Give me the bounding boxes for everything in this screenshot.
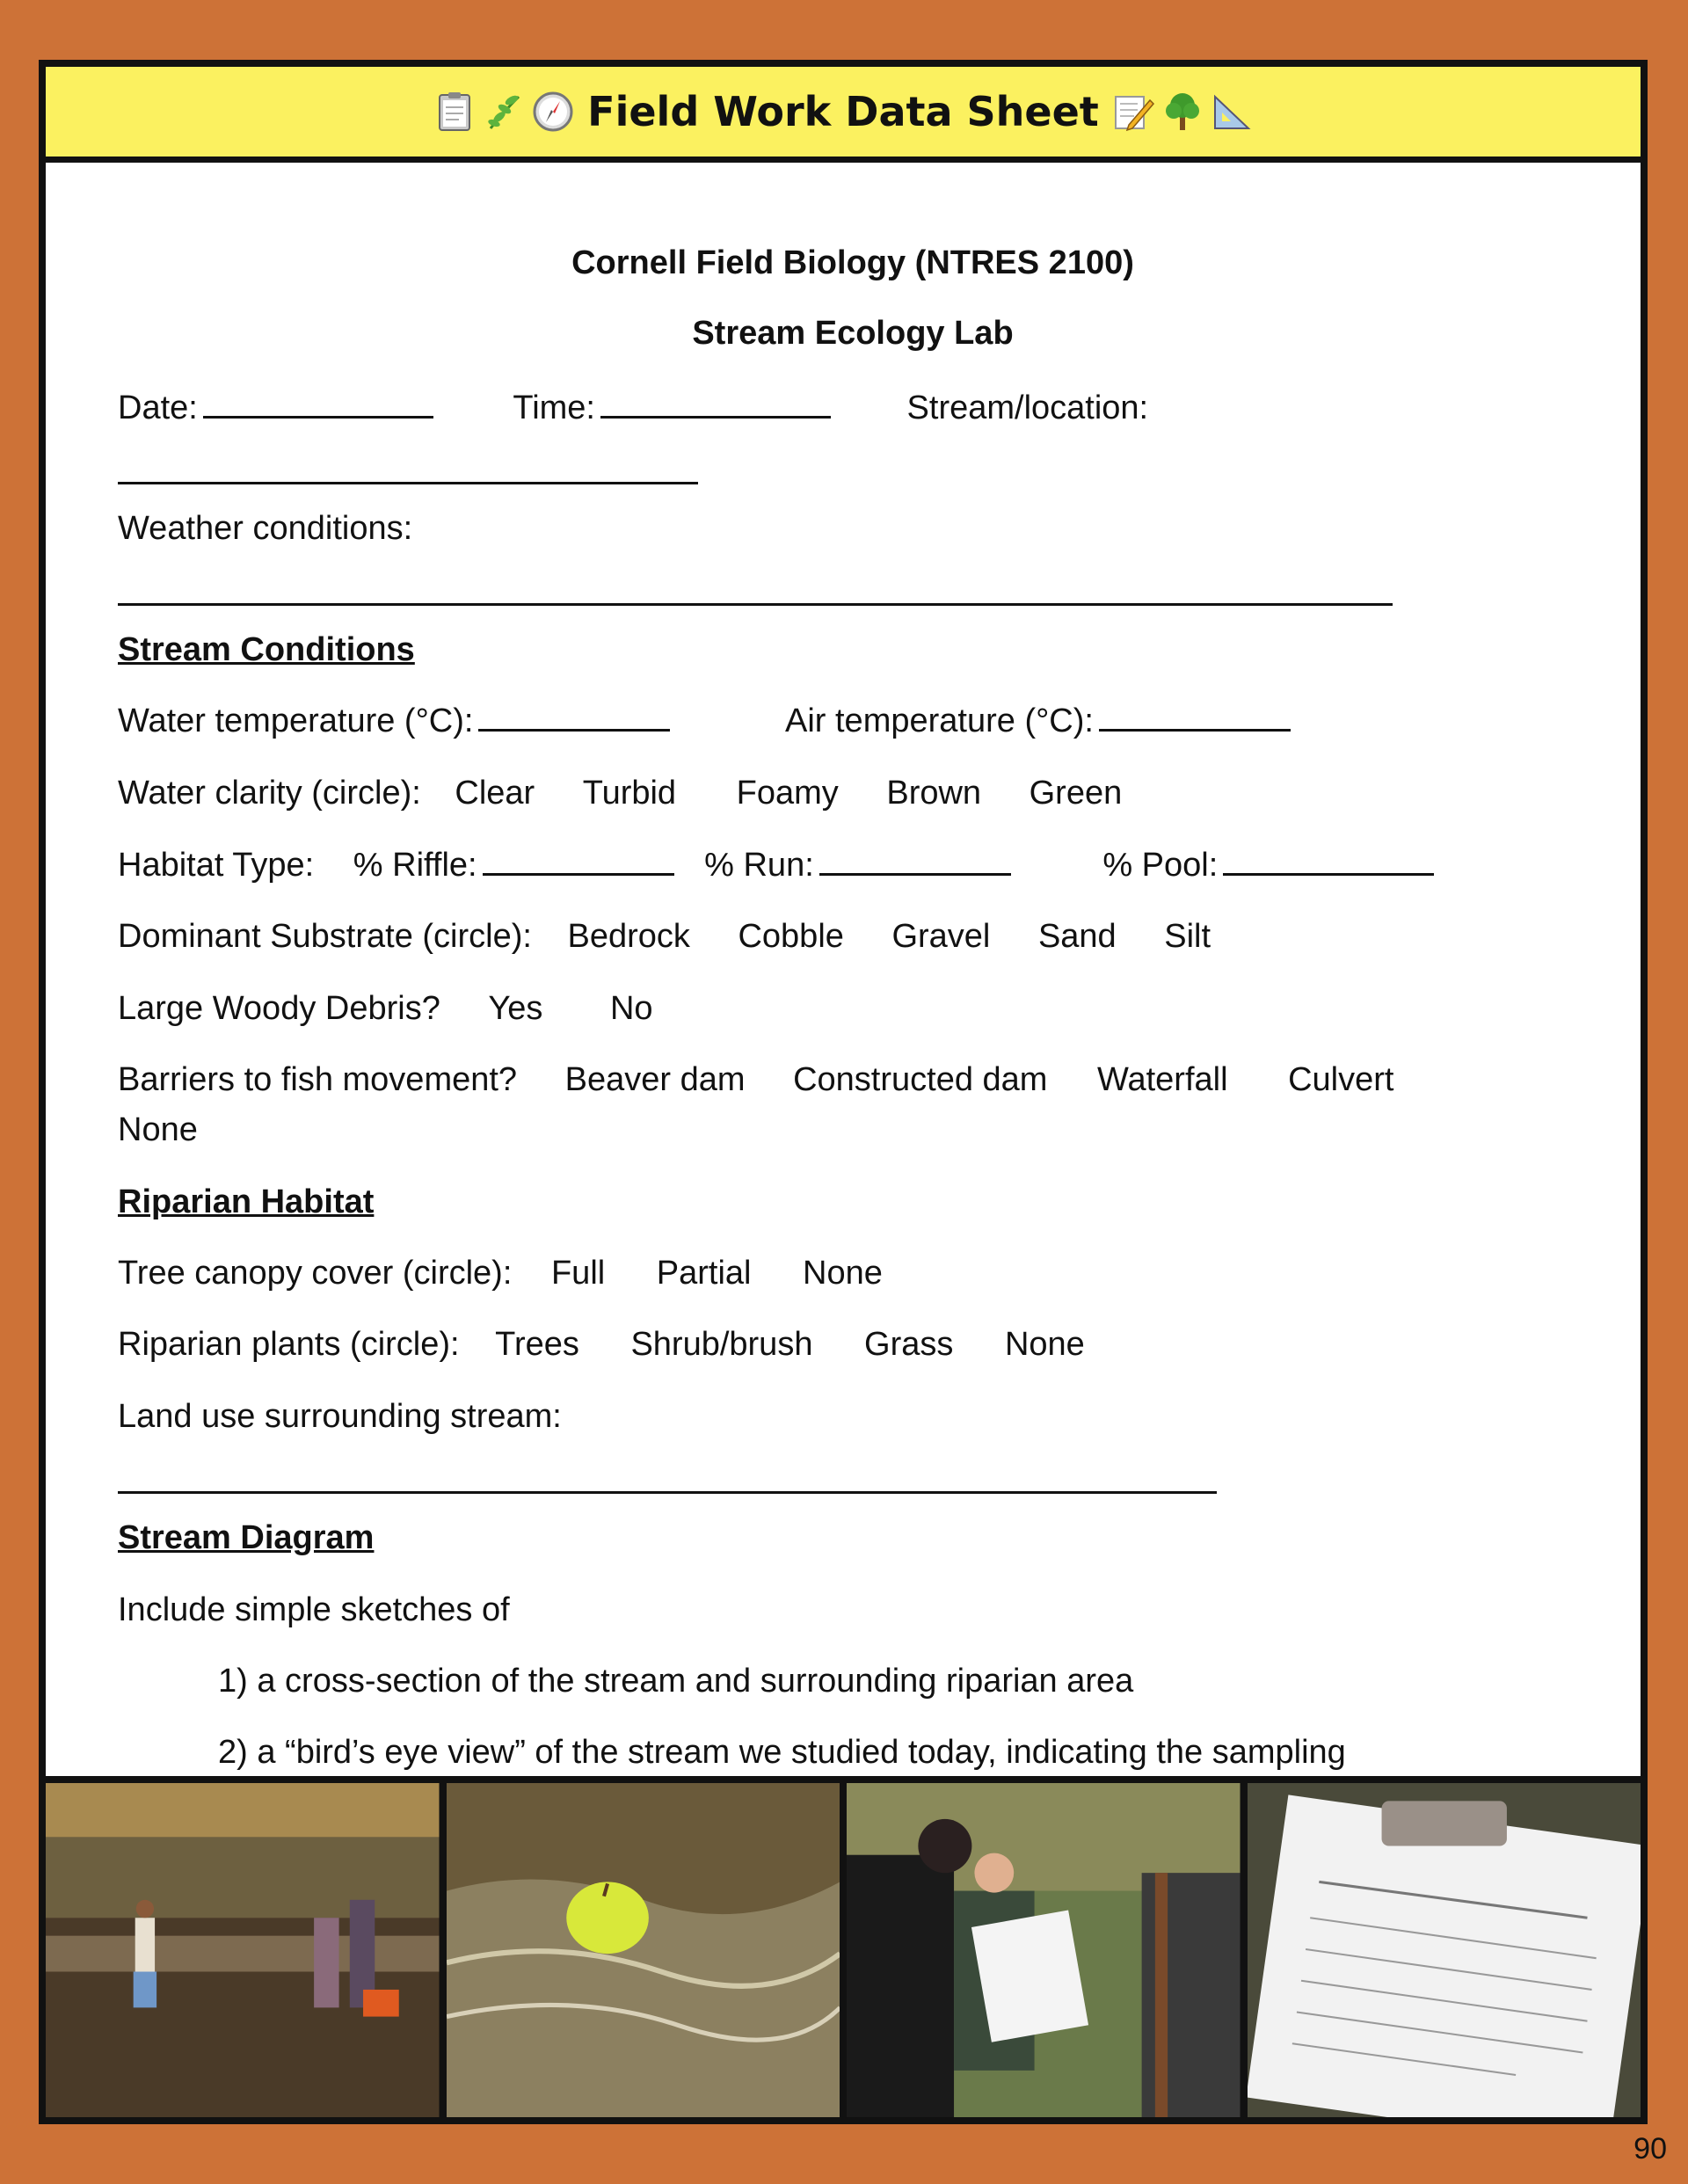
location-field[interactable] [118,455,698,484]
clarity-option[interactable]: Foamy [736,775,839,812]
location-label: Stream/location: [906,389,1149,426]
diagram-intro: Include simple sketches of [118,1591,510,1628]
land-use-field[interactable] [118,1465,1217,1494]
substrate-option[interactable]: Bedrock [567,918,690,955]
barrier-option[interactable]: Constructed dam [793,1061,1048,1098]
canopy-label: Tree canopy cover (circle): [118,1255,513,1292]
diagram-item-2-line-1: 2) a “bird’s eye view” of the stream we studied today, indicating the sampling [218,1734,1346,1771]
stream-conditions-heading: Stream Conditions [118,631,415,668]
debris-row [118,990,653,1028]
tree-icon [1160,90,1204,134]
barrier-option[interactable]: None [118,1111,198,1148]
canopy-row [118,1255,883,1292]
barriers-row [118,1061,1393,1099]
debris-option[interactable]: Yes [488,990,543,1027]
clarity-label: Water clarity (circle): [118,775,421,812]
pool-label: % Pool: [1102,847,1219,884]
herb-icon [482,90,526,134]
riffle-label: % Riffle: [353,847,477,884]
stream-diagram-heading: Stream Diagram [118,1519,375,1556]
air-temp-label: Air temperature (°C): [785,703,1094,739]
date-field[interactable] [203,389,433,419]
data-sheet [39,60,1648,2124]
plants-row [118,1326,1085,1364]
riparian-heading: Riparian Habitat [118,1183,375,1220]
diagram-item-1: 1) a cross-section of the stream and surrounding riparian area [218,1663,1134,1700]
substrate-option[interactable]: Cobble [738,918,844,955]
plants-option[interactable]: None [1004,1326,1085,1363]
riffle-field[interactable] [483,847,674,876]
title-banner [46,67,1641,163]
debris-option[interactable]: No [609,990,653,1027]
substrate-row [118,918,1211,956]
clarity-option[interactable]: Brown [886,775,982,812]
habitat-label: Habitat Type: [118,847,315,884]
land-use-label: Land use surrounding stream: [118,1398,562,1435]
habitat-row [118,847,1434,885]
compass-icon [531,90,575,134]
photo-strip [46,1776,1641,2117]
canopy-option[interactable]: None [803,1255,883,1292]
clarity-row [118,775,1122,812]
students-in-stream-photo [46,1783,440,2117]
plants-option[interactable]: Grass [864,1326,954,1363]
water-temp-label: Water temperature (°C): [118,703,474,739]
clipboard-icon [433,90,477,134]
substrate-option[interactable]: Silt [1164,918,1211,955]
substrate-option[interactable]: Sand [1037,918,1117,955]
page-number: 90 [1633,2132,1667,2166]
barriers-label: Barriers to fish movement? [118,1061,518,1098]
date-row [118,389,1148,427]
clipboard-datasheet-photo [1248,1783,1641,2117]
weather-label: Weather conditions: [118,510,413,547]
water-temp-field[interactable] [478,703,670,732]
canopy-option[interactable]: Full [550,1255,606,1292]
substrate-label: Dominant Substrate (circle): [118,918,532,955]
clarity-option[interactable]: Turbid [582,775,677,812]
barrier-option[interactable]: Beaver dam [564,1061,746,1098]
temperature-row [118,703,1291,740]
clarity-option[interactable]: Clear [455,775,535,812]
memo-pencil-icon [1111,90,1155,134]
run-label: % Run: [704,847,814,884]
time-field[interactable] [600,389,831,419]
plants-label: Riparian plants (circle): [118,1326,460,1363]
plants-option[interactable]: Trees [495,1326,579,1363]
substrate-option[interactable]: Gravel [891,918,991,955]
students-with-clipboard-photo [847,1783,1241,2117]
barrier-option[interactable]: Culvert [1288,1061,1394,1098]
barrier-option[interactable]: Waterfall [1097,1061,1228,1098]
run-field[interactable] [819,847,1011,876]
course-title: Cornell Field Biology (NTRES 2100) [571,244,1134,281]
date-label: Date: [118,389,198,426]
apple-floating-photo [447,1783,840,2117]
ruler-triangle-icon [1210,90,1254,134]
plants-option[interactable]: Shrub/brush [630,1326,813,1363]
clarity-option[interactable]: Green [1029,775,1123,812]
banner-title: Field Work Data Sheet [587,88,1099,135]
weather-field[interactable] [118,577,1393,606]
canopy-option[interactable]: Partial [656,1255,752,1292]
lab-title: Stream Ecology Lab [692,315,1014,352]
time-label: Time: [513,389,595,426]
pool-field[interactable] [1223,847,1434,876]
debris-label: Large Woody Debris? [118,990,440,1027]
air-temp-field[interactable] [1099,703,1291,732]
